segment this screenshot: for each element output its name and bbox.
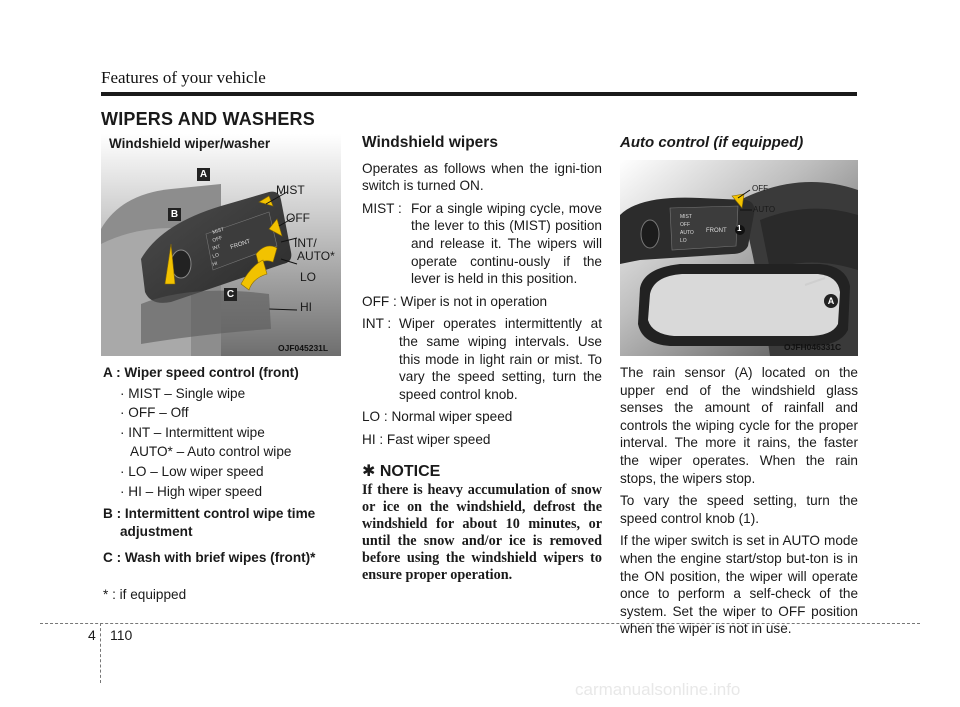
figure1-code: OJF045231L (278, 343, 329, 353)
svg-text:AUTO: AUTO (680, 230, 694, 236)
notice-title: ✱ NOTICE (362, 462, 441, 480)
a-item: AUTO* – Auto control wipe (130, 444, 292, 460)
callout-mist: MIST (276, 183, 305, 197)
a-item: · OFF – Off (120, 405, 189, 421)
callout-auto: AUTO* (297, 249, 335, 263)
mist-key: MIST : (362, 200, 402, 216)
int-item (362, 315, 602, 403)
svg-text:MIST: MIST (211, 226, 225, 236)
a-item: · MIST – Single wipe (120, 385, 246, 401)
notice-body: If there is heavy accumulation of snow or ice on the windshield, defrost the windshield for about 10 minutes, or until the snow and/or ice is removed before using the windshield wipers to ensure proper operation. (362, 482, 602, 584)
svg-text:LO: LO (680, 238, 687, 244)
heading-auto-control: Auto control (if equipped) (620, 134, 804, 151)
svg-text:OFF: OFF (211, 235, 224, 244)
mist-text: For a single wiping cycle, move the lever to this (MIST) position and release it. The wipers will operate continu-ously if the lever is held in this position. (411, 200, 602, 287)
svg-text:INT: INT (211, 243, 222, 252)
column-3 (620, 134, 858, 152)
footer-rule (40, 623, 920, 624)
a-item: · HI – High wiper speed (120, 483, 263, 499)
svg-text:FRONT: FRONT (229, 238, 252, 251)
footer-divider (100, 623, 101, 683)
rain-sensor-figure (620, 160, 858, 356)
paragraph-rain-sensor: The rain sensor (A) located on the upper end of the windshield glass senses the amount of rainfall and controls the wiping cycle for the proper interval. The more it rains, the faster the wiper operates. When the rain stops, the wipers stop. (620, 365, 858, 486)
column-2 (362, 134, 602, 584)
int-key: INT : (362, 316, 392, 332)
callout-hi: HI (300, 300, 312, 314)
svg-text:LO: LO (211, 252, 220, 260)
a-item: · INT – Intermittent wipe (120, 424, 265, 440)
hi-text: HI : Fast wiper speed (362, 431, 491, 447)
column-3-body (620, 364, 858, 638)
page-number: 110 (110, 627, 133, 643)
intro-paragraph: Operates as follows when the igni-tion switch is turned ON. (362, 160, 602, 194)
mist-item (362, 200, 602, 288)
running-header: Features of your vehicle (101, 68, 266, 87)
svg-text:OFF: OFF (680, 222, 690, 228)
heading-windshield-wipers: Windshield wipers (362, 134, 498, 151)
svg-text:MIST: MIST (680, 214, 692, 220)
off-text: OFF : Wiper is not in operation (362, 293, 548, 309)
footnote: * : if equipped (103, 586, 187, 602)
figure1-label: Windshield wiper/washer (109, 136, 271, 151)
callout-auto-2: AUTO (753, 205, 776, 214)
lo-text: LO : Normal wiper speed (362, 409, 513, 425)
a-title: A : Wiper speed control (front) (103, 365, 299, 380)
marker-a-2: A (824, 294, 838, 308)
figure2-code: OJFH046331C (784, 342, 842, 352)
svg-text:FRONT: FRONT (706, 228, 727, 234)
header-rule (101, 92, 857, 96)
a-item: · LO – Low wiper speed (120, 463, 264, 479)
c-title: C : Wash with brief wipes (front)* (103, 550, 316, 566)
column-1 (103, 364, 343, 604)
callout-lo: LO (300, 270, 317, 284)
marker-a: A (197, 168, 210, 181)
watermark: carmanualsonline.info (575, 680, 741, 699)
chapter-number: 4 (88, 627, 96, 643)
paragraph-auto-mode: If the wiper switch is set in AUTO mode when the engine start/stop but-ton is in the ON position, the wiper will operate once to perform a self-check of the system. Set the wiper to OFF position when the wiper is not in use. (620, 533, 858, 637)
marker-1: 1 (737, 224, 742, 233)
section-title: WIPERS AND WASHERS (101, 109, 315, 129)
b-title: B : Intermittent control wipe time adjustment (103, 506, 316, 539)
callout-int: INT/ (294, 236, 317, 250)
callout-off-2: OFF (752, 184, 768, 193)
svg-text:HI: HI (211, 260, 219, 268)
callout-off: OFF (286, 211, 310, 225)
paragraph-speed-setting: To vary the speed setting, turn the speed control knob (1). (620, 493, 858, 526)
marker-c: C (224, 288, 237, 301)
int-text: Wiper operates intermittently at the same wiping intervals. Use this mode in light rain or mist. To vary the speed setting, turn the speed control knob. (399, 316, 602, 402)
marker-b: B (168, 208, 181, 221)
